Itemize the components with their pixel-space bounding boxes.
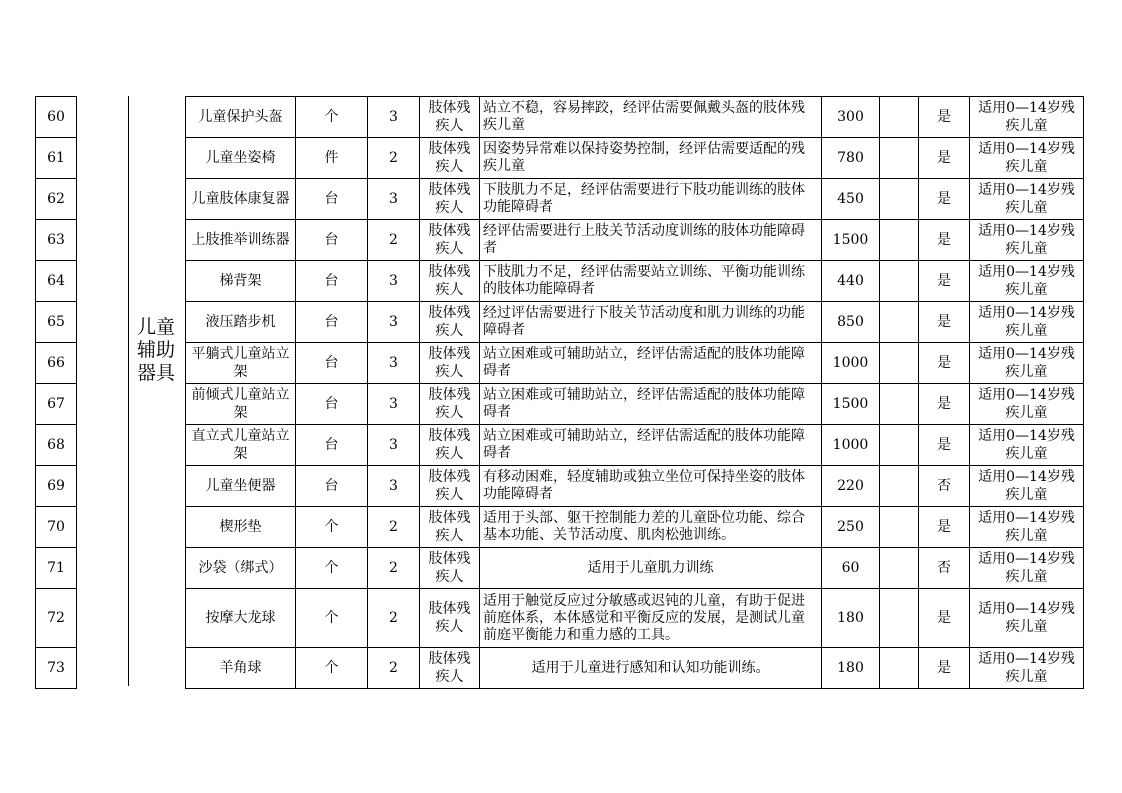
target-group-cell: 肢体残疾人 xyxy=(420,507,480,548)
item-name-cell: 羊角球 xyxy=(186,648,296,689)
item-name-cell: 儿童坐姿椅 xyxy=(186,138,296,179)
row-number: 69 xyxy=(36,466,77,507)
flag-cell: 是 xyxy=(919,425,970,466)
quantity-cell: 2 xyxy=(368,507,420,548)
item-name-cell: 儿童肢体康复器 xyxy=(186,179,296,220)
blank-cell xyxy=(880,425,919,466)
row-number: 60 xyxy=(36,97,77,138)
category-divider xyxy=(128,96,129,686)
unit-cell: 台 xyxy=(296,220,368,261)
row-number: 65 xyxy=(36,302,77,343)
table-row xyxy=(186,343,1084,384)
flag-cell: 是 xyxy=(919,97,970,138)
item-name-cell: 沙袋（绑式） xyxy=(186,548,296,589)
blank-cell xyxy=(880,138,919,179)
target-group-cell: 肢体残疾人 xyxy=(420,384,480,425)
table-row xyxy=(186,648,1084,689)
target-group-cell: 肢体残疾人 xyxy=(420,648,480,689)
age-scope-cell: 适用0—14岁残疾儿童 xyxy=(970,302,1084,343)
condition-cell: 站立困难或可辅助站立，经评估需适配的肢体功能障碍者 xyxy=(480,384,822,425)
target-group-cell: 肢体残疾人 xyxy=(420,138,480,179)
target-group-cell: 肢体残疾人 xyxy=(420,261,480,302)
price-cell: 180 xyxy=(822,648,880,689)
age-scope-cell: 适用0—14岁残疾儿童 xyxy=(970,466,1084,507)
table-row xyxy=(186,261,1084,302)
quantity-cell: 3 xyxy=(368,466,420,507)
quantity-cell: 2 xyxy=(368,548,420,589)
category-label: 儿童辅助器具 xyxy=(136,316,175,384)
blank-cell xyxy=(880,261,919,302)
blank-cell xyxy=(880,179,919,220)
index-row xyxy=(36,466,77,507)
target-group-cell: 肢体残疾人 xyxy=(420,97,480,138)
price-cell: 1000 xyxy=(822,343,880,384)
age-scope-cell: 适用0—14岁残疾儿童 xyxy=(970,589,1084,648)
flag-cell: 是 xyxy=(919,220,970,261)
condition-cell: 经评估需要进行上肢关节活动度训练的肢体功能障碍者 xyxy=(480,220,822,261)
unit-cell: 台 xyxy=(296,466,368,507)
quantity-cell: 3 xyxy=(368,343,420,384)
condition-cell: 适用于头部、躯干控制能力差的儿童卧位功能、综合基本功能、关节活动度、肌肉松弛训练。 xyxy=(480,507,822,548)
unit-cell: 个 xyxy=(296,548,368,589)
table-row xyxy=(186,220,1084,261)
condition-cell: 适用于触觉反应过分敏感或迟钝的儿童，有助于促进前庭体系，本体感觉和平衡反应的发展，是测试儿童前庭平衡能力和重力感的工具。 xyxy=(480,589,822,648)
row-number: 62 xyxy=(36,179,77,220)
price-cell: 180 xyxy=(822,589,880,648)
quantity-cell: 3 xyxy=(368,179,420,220)
index-row xyxy=(36,261,77,302)
condition-cell: 因姿势异常难以保持姿势控制，经评估需要适配的残疾儿童 xyxy=(480,138,822,179)
unit-cell: 个 xyxy=(296,589,368,648)
table-row xyxy=(186,138,1084,179)
index-row xyxy=(36,138,77,179)
row-number: 66 xyxy=(36,343,77,384)
unit-cell: 台 xyxy=(296,384,368,425)
item-name-cell: 平躺式儿童站立架 xyxy=(186,343,296,384)
age-scope-cell: 适用0—14岁残疾儿童 xyxy=(970,384,1084,425)
condition-cell: 有移动困难，轻度辅助或独立坐位可保持坐姿的肢体功能障碍者 xyxy=(480,466,822,507)
price-cell: 850 xyxy=(822,302,880,343)
price-cell: 250 xyxy=(822,507,880,548)
condition-cell: 适用于儿童肌力训练 xyxy=(480,548,822,589)
blank-cell xyxy=(880,648,919,689)
blank-cell xyxy=(880,220,919,261)
table-row xyxy=(186,384,1084,425)
age-scope-cell: 适用0—14岁残疾儿童 xyxy=(970,179,1084,220)
index-row xyxy=(36,507,77,548)
age-scope-cell: 适用0—14岁残疾儿童 xyxy=(970,97,1084,138)
item-name-cell: 前倾式儿童站立架 xyxy=(186,384,296,425)
age-scope-cell: 适用0—14岁残疾儿童 xyxy=(970,648,1084,689)
unit-cell: 台 xyxy=(296,343,368,384)
condition-cell: 站立不稳，容易摔跤，经评估需要佩戴头盔的肢体残疾儿童 xyxy=(480,97,822,138)
row-number: 68 xyxy=(36,425,77,466)
blank-cell xyxy=(880,466,919,507)
table-row xyxy=(186,466,1084,507)
condition-cell: 站立困难或可辅助站立，经评估需适配的肢体功能障碍者 xyxy=(480,343,822,384)
index-row xyxy=(36,589,77,648)
flag-cell: 是 xyxy=(919,261,970,302)
quantity-cell: 3 xyxy=(368,302,420,343)
price-cell: 300 xyxy=(822,97,880,138)
condition-cell: 站立困难或可辅助站立，经评估需适配的肢体功能障碍者 xyxy=(480,425,822,466)
unit-cell: 个 xyxy=(296,507,368,548)
row-number: 61 xyxy=(36,138,77,179)
age-scope-cell: 适用0—14岁残疾儿童 xyxy=(970,425,1084,466)
age-scope-cell: 适用0—14岁残疾儿童 xyxy=(970,507,1084,548)
item-name-cell: 儿童保护头盔 xyxy=(186,97,296,138)
index-row xyxy=(36,648,77,689)
age-scope-cell: 适用0—14岁残疾儿童 xyxy=(970,220,1084,261)
row-number: 63 xyxy=(36,220,77,261)
price-cell: 1500 xyxy=(822,220,880,261)
unit-cell: 台 xyxy=(296,179,368,220)
age-scope-cell: 适用0—14岁残疾儿童 xyxy=(970,548,1084,589)
table-row xyxy=(186,589,1084,648)
price-cell: 60 xyxy=(822,548,880,589)
condition-cell: 适用于儿童进行感知和认知功能训练。 xyxy=(480,648,822,689)
flag-cell: 是 xyxy=(919,648,970,689)
table-row xyxy=(186,97,1084,138)
target-group-cell: 肢体残疾人 xyxy=(420,302,480,343)
quantity-cell: 3 xyxy=(368,97,420,138)
quantity-cell: 2 xyxy=(368,648,420,689)
blank-cell xyxy=(880,384,919,425)
price-cell: 220 xyxy=(822,466,880,507)
flag-cell: 否 xyxy=(919,548,970,589)
item-name-cell: 直立式儿童站立架 xyxy=(186,425,296,466)
flag-cell: 是 xyxy=(919,507,970,548)
table-row xyxy=(186,507,1084,548)
index-row xyxy=(36,97,77,138)
item-name-cell: 梯背架 xyxy=(186,261,296,302)
quantity-cell: 3 xyxy=(368,261,420,302)
row-number: 67 xyxy=(36,384,77,425)
price-cell: 440 xyxy=(822,261,880,302)
unit-cell: 件 xyxy=(296,138,368,179)
flag-cell: 否 xyxy=(919,466,970,507)
condition-cell: 下肢肌力不足，经评估需要进行下肢功能训练的肢体功能障碍者 xyxy=(480,179,822,220)
flag-cell: 是 xyxy=(919,589,970,648)
row-number: 64 xyxy=(36,261,77,302)
age-scope-cell: 适用0—14岁残疾儿童 xyxy=(970,261,1084,302)
quantity-cell: 2 xyxy=(368,220,420,261)
index-row xyxy=(36,302,77,343)
age-scope-cell: 适用0—14岁残疾儿童 xyxy=(970,138,1084,179)
target-group-cell: 肢体残疾人 xyxy=(420,589,480,648)
item-name-cell: 液压踏步机 xyxy=(186,302,296,343)
index-column xyxy=(35,96,77,689)
row-number: 73 xyxy=(36,648,77,689)
index-row xyxy=(36,425,77,466)
index-row xyxy=(36,343,77,384)
price-cell: 1000 xyxy=(822,425,880,466)
table-row xyxy=(186,548,1084,589)
table-row xyxy=(186,302,1084,343)
flag-cell: 是 xyxy=(919,138,970,179)
index-row xyxy=(36,179,77,220)
unit-cell: 台 xyxy=(296,425,368,466)
price-cell: 780 xyxy=(822,138,880,179)
table-row xyxy=(186,425,1084,466)
age-scope-cell: 适用0—14岁残疾儿童 xyxy=(970,343,1084,384)
row-number: 70 xyxy=(36,507,77,548)
flag-cell: 是 xyxy=(919,343,970,384)
blank-cell xyxy=(880,302,919,343)
price-cell: 450 xyxy=(822,179,880,220)
blank-cell xyxy=(880,548,919,589)
quantity-cell: 3 xyxy=(368,384,420,425)
item-name-cell: 楔形垫 xyxy=(186,507,296,548)
blank-cell xyxy=(880,589,919,648)
quantity-cell: 3 xyxy=(368,425,420,466)
target-group-cell: 肢体残疾人 xyxy=(420,425,480,466)
target-group-cell: 肢体残疾人 xyxy=(420,179,480,220)
item-name-cell: 按摩大龙球 xyxy=(186,589,296,648)
table-row xyxy=(186,179,1084,220)
condition-cell: 下肢肌力不足，经评估需要站立训练、平衡功能训练的肢体功能障碍者 xyxy=(480,261,822,302)
unit-cell: 个 xyxy=(296,648,368,689)
unit-cell: 个 xyxy=(296,97,368,138)
price-cell: 1500 xyxy=(822,384,880,425)
quantity-cell: 2 xyxy=(368,138,420,179)
index-row xyxy=(36,220,77,261)
index-row xyxy=(36,548,77,589)
target-group-cell: 肢体残疾人 xyxy=(420,548,480,589)
quantity-cell: 2 xyxy=(368,589,420,648)
item-name-cell: 儿童坐便器 xyxy=(186,466,296,507)
target-group-cell: 肢体残疾人 xyxy=(420,220,480,261)
unit-cell: 台 xyxy=(296,302,368,343)
blank-cell xyxy=(880,343,919,384)
blank-cell xyxy=(880,97,919,138)
flag-cell: 是 xyxy=(919,384,970,425)
blank-cell xyxy=(880,507,919,548)
target-group-cell: 肢体残疾人 xyxy=(420,466,480,507)
row-number: 71 xyxy=(36,548,77,589)
row-number: 72 xyxy=(36,589,77,648)
condition-cell: 经过评估需要进行下肢关节活动度和肌力训练的功能障碍者 xyxy=(480,302,822,343)
flag-cell: 是 xyxy=(919,179,970,220)
target-group-cell: 肢体残疾人 xyxy=(420,343,480,384)
index-row xyxy=(36,384,77,425)
item-name-cell: 上肢推举训练器 xyxy=(186,220,296,261)
unit-cell: 台 xyxy=(296,261,368,302)
product-table xyxy=(185,96,1084,689)
flag-cell: 是 xyxy=(919,302,970,343)
